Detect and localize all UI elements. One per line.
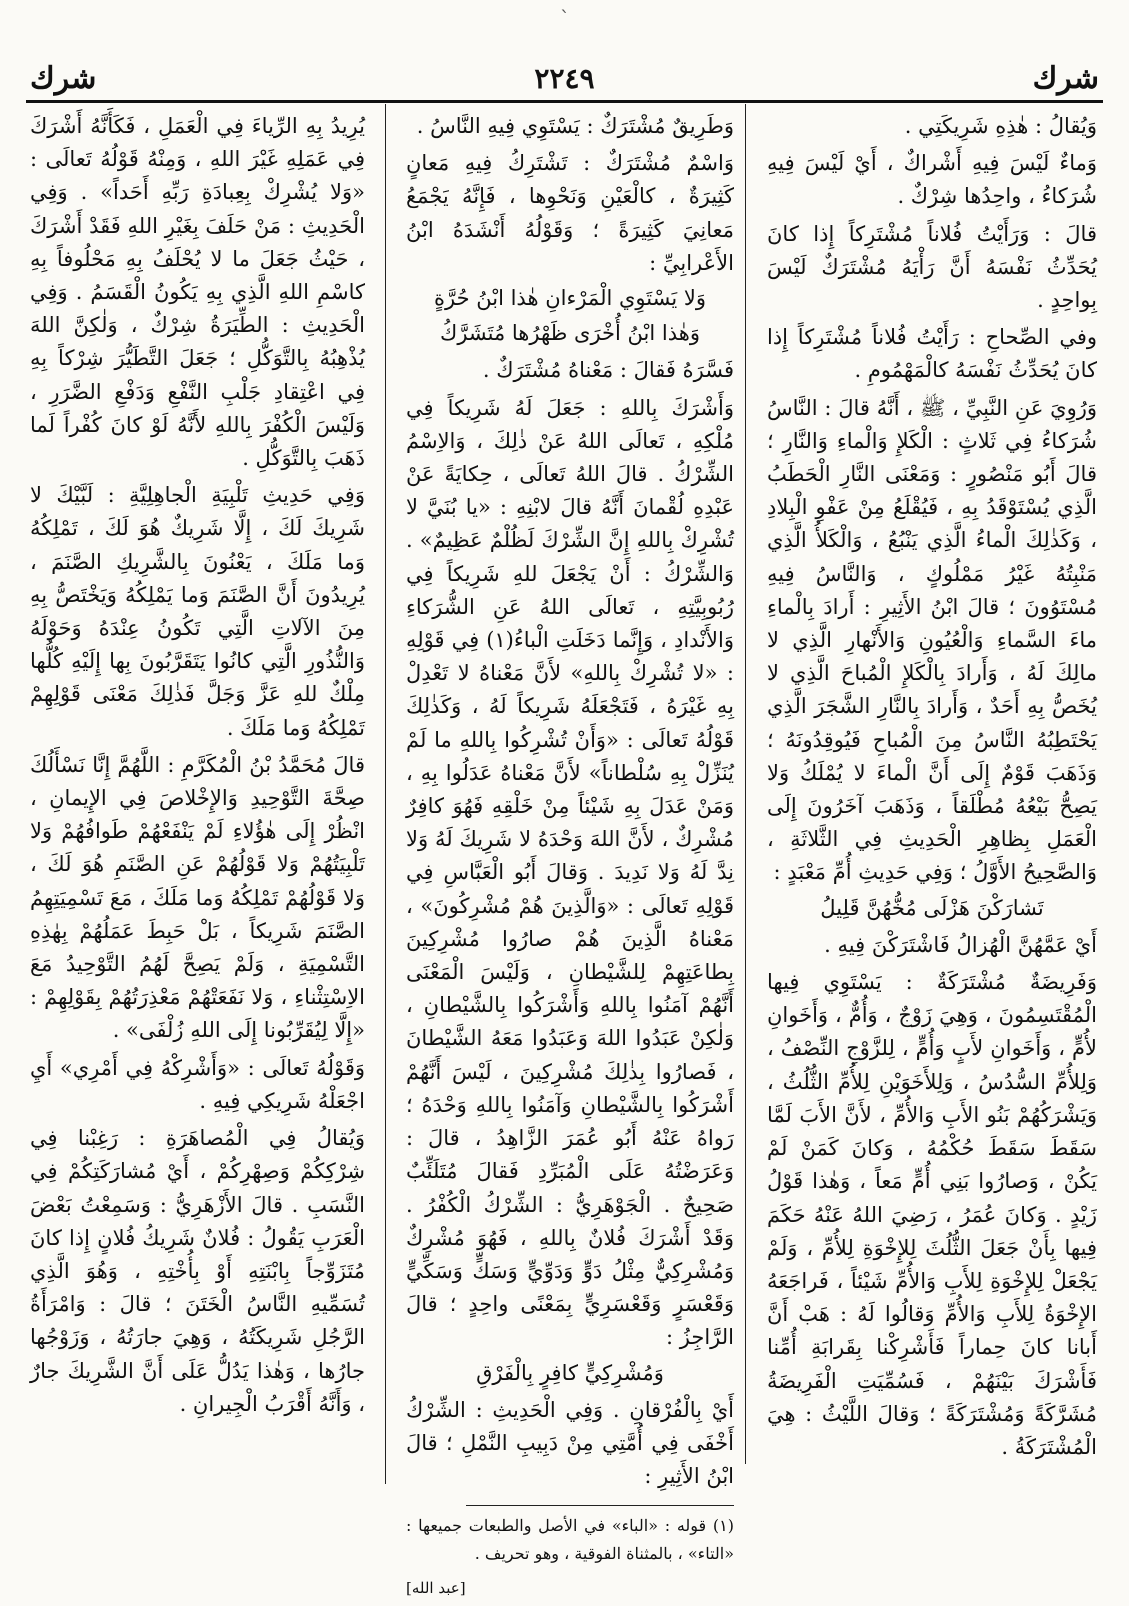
header-rule xyxy=(26,100,1103,103)
paragraph: وَفَرِيضَةٌ مُشْتَرَكَةٌ : يَسْتَوِي فِيها الْمُقْتَسِمُونَ ، وَهِيَ زَوْجٌ ، وَأُمٌّ ، وَأَخَوانِ لأُمٍّ ، وَأَخَوانِ لأَبٍ وَأُمٍّ ، لِلزَّوْجِ النِّصْفُ ، وَلِلأُمِّ السُّدُسُ ، وَلِلأَخَوَيْنِ لِلأُمِّ الثُّلُثُ ، وَيَشْرَكُهُمْ بَنُو الأَبِ وَالأُمِّ ، لأَنَّ الأَبَ لَمَّا سَقَطَ سَقَطَ حُكْمُهُ ، وَكانَ كَمَنْ لَمْ يَكُنْ ، وَصارُوا بَنِي أُمٍّ مَعاً ، وَهٰذا قَوْلُ زَيْدٍ . وَكانَ عُمَرُ ، رَضِيَ اللهُ عَنْهُ حَكَمَ فِيها بِأَنْ جَعَلَ الثُّلُثَ لِلإِخْوَةِ لِلأُمِّ ، وَلَمْ يَجْعَلْ لِلإِخْوَةِ لِلأَبِ وَالأُمِّ شَيْئاً ، فَراجَعَهُ الإِخْوَةُ لِلأَبِ وَالأُمِّ وَقالُوا لَهُ : هَبْ أَنَّ أَبانا كانَ حِماراً فَأَشْرِكْنا بِقَرابَةِ أُمِّنا فَأَشْرَكَ بَيْنَهُمْ ، فَسُمِّيَتِ الْفَرِيضَةُ مُشَرَّكَةً وَمُشْتَرَكَةً ؛ وَقالَ اللَّيْثُ : هِيَ الْمُشْتَرَكَةُ . xyxy=(767,970,1097,1459)
paragraph: قالَ : وَرَأَيْتُ فُلاناً مُشْتَرِكاً إِذا كانَ يُحَدِّثُ نَفْسَهُ أَنَّ رَأْيَهُ مُشْتَرَكٌ لَيْسَ بِواحِدٍ . xyxy=(767,221,1097,313)
paragraph: وَرُوِيَ عَنِ النَّبِيِّ ، ﷺ ، أَنَّهُ قالَ : النَّاسُ شُرَكاءُ فِي ثَلاثٍ : الْكَلإِ وَالْماءِ وَالنَّارِ ؛ قالَ أَبُو مَنْصُورٍ : وَمَعْنَى النَّارِ الْحَطَبُ الَّذِي يُسْتَوْقَدُ بِهِ ، فَيُقْلَعُ مِنْ عَفْوِ الْبِلادِ ، وَكَذٰلِكَ الْماءُ الَّذِي يَنْبُعُ ، وَالْكَلأُ الَّذِي مَنْبِتُهُ غَيْرُ مَمْلُوكٍ ، وَالنَّاسُ فِيهِ مُسْتَوُونَ ؛ قالَ ابْنُ الأَثِيرِ : أَرادَ بِالْماءِ ماءَ السَّماءِ وَالْعُيُونِ وَالأَنْهارِ الَّذِي لا مالِكَ لَهُ ، وَأَرادَ بِالْكَلإِ الْمُباحَ الَّذِي لا يُخَصُّ بِهِ أَحَدٌ ، وَأَرادَ بِالنَّارِ الشَّجَرَ الَّذِي يَحْتَطِبُهُ النَّاسُ مِنَ الْمُباحِ فَيُوقِدُونَهُ ؛ وَذَهَبَ قَوْمٌ إِلَى أَنَّ الْماءَ لا يُمْلَكُ وَلا يَصِحُّ بَيْعُهُ مُطْلَقاً ، وَذَهَبَ آخَرُونَ إِلَى الْعَمَلِ بِظاهِرِ الْحَدِيثِ فِي الثَّلاثَةِ ، وَالصَّحِيحُ الأَوَّلُ ؛ وَفِي حَدِيثِ أُمِّ مَعْبَدٍ : xyxy=(767,395,1097,885)
paragraph: قالَ مُحَمَّدُ بْنُ الْمُكَرَّمِ : اللَّهُمَّ إِنَّا نَسْأَلُكَ صِحَّةَ التَّوْحِيدِ وَالإِخْلاصَ فِي الإِيمانِ ، انْظُرْ إِلَى هٰؤُلاءِ لَمْ يَنْفَعْهُمْ طَوافُهُمْ وَلا تَلْبِيَتُهُمْ وَلا قَوْلُهُمْ عَنِ الصَّنَمِ هُوَ لَكَ ، وَلا قَوْلُهُمْ تَمْلِكُهُ وَما مَلَكَ ، مَعَ تَسْمِيَتِهِمُ الصَّنَمَ شَرِيكاً ، بَلْ حَبِطَ عَمَلُهُمْ بِهٰذِهِ التَّسْمِيَةِ ، وَلَمْ يَصِحَّ لَهُمُ التَّوْحِيدُ مَعَ الاِسْتِثْناءِ ، وَلا نَفَعَتْهُمْ مَعْذِرَتُهُمْ بِقَوْلِهِمْ : «إِلَّا لِيُقَرِّبُونا إِلَى اللهِ زُلْفَى» . xyxy=(30,752,365,1043)
paragraph: وَطَرِيقٌ مُشْتَرَكٌ : يَسْتَوِي فِيهِ النَّاسُ . xyxy=(416,114,734,138)
verse-line: وَمُشْرِكِيٍّ كافِرٍ بِالْفَرْقِ xyxy=(476,1360,664,1385)
column-left xyxy=(30,110,365,1550)
column-right xyxy=(767,110,1097,1550)
footnote-rule xyxy=(466,1505,734,1506)
paragraph: أَيْ بِالْفُرْقانِ . وَفِي الْحَدِيثِ : الشِّرْكُ أَخْفَى فِي أُمَّتِي مِنْ دَبِيبِ النَّمْلِ ؛ قالَ ابْنُ الأَثِيرِ : xyxy=(406,1397,734,1489)
paragraph: فَسَّرَهُ فَقالَ : مَعْناهُ مُشْتَرَكٌ . xyxy=(482,358,734,383)
paragraph: وَماءٌ لَيْسَ فِيهِ أَشْراكٌ ، أَيْ لَيْسَ فِيهِ شُرَكاءُ ، واحِدُها شِرْكٌ . xyxy=(767,151,1097,209)
paragraph: وَيُقالُ فِي الْمُصاهَرَةِ : رَغِبْنا فِي شِرْكِكُمْ وَصِهْرِكُمْ ، أَيْ مُشارَكَتِكُمْ فِي النَّسَبِ . قالَ الأَزْهَرِيُّ : وَسَمِعْتُ بَعْضَ الْعَرَبِ يَقُولُ : فُلانٌ شَرِيكُ فُلانٍ إِذا كانَ مُتَزَوِّجاً بِابْنَتِهِ أَوْ بِأُخْتِهِ ، وَهُوَ الَّذِي تُسَمِّيهِ النَّاسُ الْخَتَنَ ؛ قالَ : وَامْرَأَةُ الرَّجُلِ شَرِيكَتُهُ ، وَهِيَ جارَتُهُ ، وَزَوْجُها جارُها ، وَهٰذا يَدُلُّ عَلَى أَنَّ الشَّرِيكَ جارٌ ، وَأَنَّهُ أَقْرَبُ الْجِيرانِ . xyxy=(30,1126,365,1416)
header-left-word: شرك xyxy=(30,60,97,96)
footnote: (١) قوله : «الباء» في الأصل والطبعات جميعها : «التاء» ، بالمثناة الفوقية ، وهو تحريف . xyxy=(406,1516,734,1564)
paragraph: وفي الصِّحاحِ : رَأَيْتُ فُلاناً مُشْتَرِكاً إِذا كانَ يُحَدِّثُ نَفْسَهُ كالْمَهْمُومِ . xyxy=(767,325,1097,383)
verse-line: تَشارَكْنَ هَزْلَى مُخُّهُنَّ قَلِيلُ xyxy=(820,895,1044,920)
verse-line: وَلا يَسْتَوِي الْمَرْءانِ هٰذا ابْنُ حُرَّةٍ xyxy=(434,286,706,311)
paragraph: وَأَشْرَكَ بِاللهِ : جَعَلَ لَهُ شَرِيكاً فِي مُلْكِهِ ، تَعالَى اللهُ عَنْ ذٰلِكَ ، وَالاِسْمُ الشِّرْكُ . قالَ اللهُ تَعالَى ، حِكايَةً عَنْ عَبْدِهِ لُقْمانَ أَنَّهُ قالَ لابْنِهِ : «يا بُنَيَّ لا تُشْرِكْ بِاللهِ إِنَّ الشِّرْكَ لَظُلْمٌ عَظِيمٌ» . وَالشِّرْكُ : أَنْ يَجْعَلَ للهِ شَرِيكاً فِي رُبُوبِيَّتِهِ ، تَعالَى اللهُ عَنِ الشُّرَكاءِ وَالأَنْدادِ ، وَإِنَّما دَخَلَتِ الْباءُ(١) فِي قَوْلِهِ : «لا تُشْرِكْ بِاللهِ» لأَنَّ مَعْناهُ لا تَعْدِلْ بِهِ غَيْرَهُ ، فَتَجْعَلَهُ شَرِيكاً لَهُ ، وَكَذٰلِكَ قَوْلُهُ تَعالَى : «وَأَنْ تُشْرِكُوا بِاللهِ ما لَمْ يُنَزِّلْ بِهِ سُلْطاناً» لأَنَّ مَعْناهُ عَدَلُوا بِهِ ، وَمَنْ عَدَلَ بِهِ شَيْئاً مِنْ خَلْقِهِ فَهُوَ كافِرٌ مُشْرِكٌ ، لأَنَّ اللهَ وَحْدَهُ لا شَرِيكَ لَهُ وَلا نِدَّ لَهُ وَلا نَدِيدَ . وَقالَ أَبُو الْعَبَّاسِ فِي قَوْلِهِ تَعالَى : «وَالَّذِينَ هُمْ مُشْرِكُونَ» ، مَعْناهُ الَّذِينَ هُمْ صارُوا مُشْرِكِينَ بِطاعَتِهِمْ لِلشَّيْطانِ ، وَلَيْسَ الْمَعْنَى أَنَّهُمْ آمَنُوا بِاللهِ وَأَشْرَكُوا بِالشَّيْطانِ ، وَلٰكِنْ عَبَدُوا اللهَ وَعَبَدُوا مَعَهُ الشَّيْطانَ ، فَصارُوا بِذٰلِكَ مُشْرِكِينَ ، لَيْسَ أَنَّهُمْ أَشْرَكُوا بِالشَّيْطانِ وَآمَنُوا بِاللهِ وَحْدَهُ ؛ رَواهُ عَنْهُ أَبُو عُمَرَ الزَّاهِدُ ، قالَ : وَعَرَضْتُهُ عَلَى الْمُبَرِّدِ فَقالَ مُتَلَئِّبٌ صَحِيحٌ . الْجَوْهَرِيُّ : الشِّرْكُ الْكُفْرُ . وَقَدْ أَشْرَكَ فُلانٌ بِاللهِ ، فَهُوَ مُشْرِكٌ وَمُشْرِكِيٌّ مِثْلُ دَوٍّ وَدَوِّيٍّ وَسَكٍّ وَسَكِّيٍّ وَقَعْسَرٍ وَقَعْسَرِيٍّ بِمَعْنًى واحِدٍ ؛ قالَ الرَّاجِزُ : xyxy=(406,395,734,1350)
page-header xyxy=(30,58,1099,98)
scan-mark: ˋ xyxy=(560,6,570,30)
column-middle xyxy=(406,110,734,1598)
header-right-word: شرك xyxy=(1032,60,1099,96)
paragraph: أَيْ عَمَّهُنَّ الْهُزالُ فَاشْتَرَكْنَ فِيهِ . xyxy=(824,932,1097,957)
page-number: ٢٢٤٩ xyxy=(534,61,595,95)
verse-line: وَهٰذا ابْنُ أُخْرَى ظَهْرُها مُتَشَرَّكُ xyxy=(440,321,700,346)
footnote-signature: [عبد الله] xyxy=(406,1579,466,1598)
paragraph: وَقَوْلُهُ تَعالَى : «وَأَشْرِكْهُ فِي أَمْرِي» أَيِ اجْعَلْهُ شَرِيكِي فِيهِ . xyxy=(30,1055,365,1113)
paragraph: وَفِي حَدِيثِ تَلْبِيَةِ الْجاهِلِيَّةِ : لَبَّيْكَ لا شَرِيكَ لَكَ ، إِلَّا شَرِيكٌ هُوَ لَكَ ، تَمْلِكُهُ وَما مَلَكَ ، يَعْنُونَ بِالشَّرِيكِ الصَّنَمَ ، يُرِيدُونَ أَنَّ الصَّنَمَ وَما يَمْلِكُهُ وَيَخْتَصُّ بِهِ مِنَ الآلاتِ الَّتِي تَكُونُ عِنْدَهُ وَحَوْلَهُ وَالنُّذُورِ الَّتِي كانُوا يَتَقَرَّبُونَ بِها إِلَيْهِ كُلُّها مِلْكٌ للهِ عَزَّ وَجَلَّ فَذٰلِكَ مَعْنَى قَوْلِهِمْ تَمْلِكُهُ وَما مَلَكَ . xyxy=(30,483,365,740)
paragraph: يُرِيدُ بِهِ الرِّياءَ فِي الْعَمَلِ ، فَكَأَنَّهُ أَشْرَكَ فِي عَمَلِهِ غَيْرَ اللهِ ، وَمِنْهُ قَوْلُهُ تَعالَى : «وَلا يُشْرِكْ بِعِبادَةِ رَبِّهِ أَحَداً» . وَفِي الْحَدِيثِ : مَنْ حَلَفَ بِغَيْرِ اللهِ فَقَدْ أَشْرَكَ ، حَيْثُ جَعَلَ ما لا يُحْلَفُ بِهِ مَحْلُوفاً بِهِ كاسْمِ اللهِ الَّذِي بِهِ يَكُونُ الْقَسَمُ . وَفِي الْحَدِيثِ : الطِّيَرَةُ شِرْكٌ ، وَلٰكِنَّ اللهَ يُذْهِبُهُ بِالتَّوَكُّلِ ؛ جَعَلَ التَّطَيُّرَ شِرْكاً بِهِ فِي اعْتِقادِ جَلْبِ النَّفْعِ وَدَفْعِ الضَّرَرِ ، وَلَيْسَ الْكُفْرَ بِاللهِ لأَنَّهُ لَوْ كانَ كُفْراً لَما ذَهَبَ بِالتَّوَكُّلِ . xyxy=(30,114,365,471)
paragraph: وَيُقالُ : هٰذِهِ شَرِيكَتِي . xyxy=(904,114,1097,138)
paragraph: وَاسْمٌ مُشْتَرَكٌ : تَشْتَرِكُ فِيهِ مَعانٍ كَثِيرَةٌ ، كالْعَيْنِ وَنَحْوِها ، فَإِنَّهُ يَجْمَعُ مَعانِيَ كَثِيرَةً ؛ وَقَوْلُهُ أَنْشَدَهُ ابْنُ الأَعْرابِيِّ : xyxy=(406,151,734,275)
column-divider-right xyxy=(745,104,746,1464)
column-divider-left xyxy=(385,104,386,1484)
